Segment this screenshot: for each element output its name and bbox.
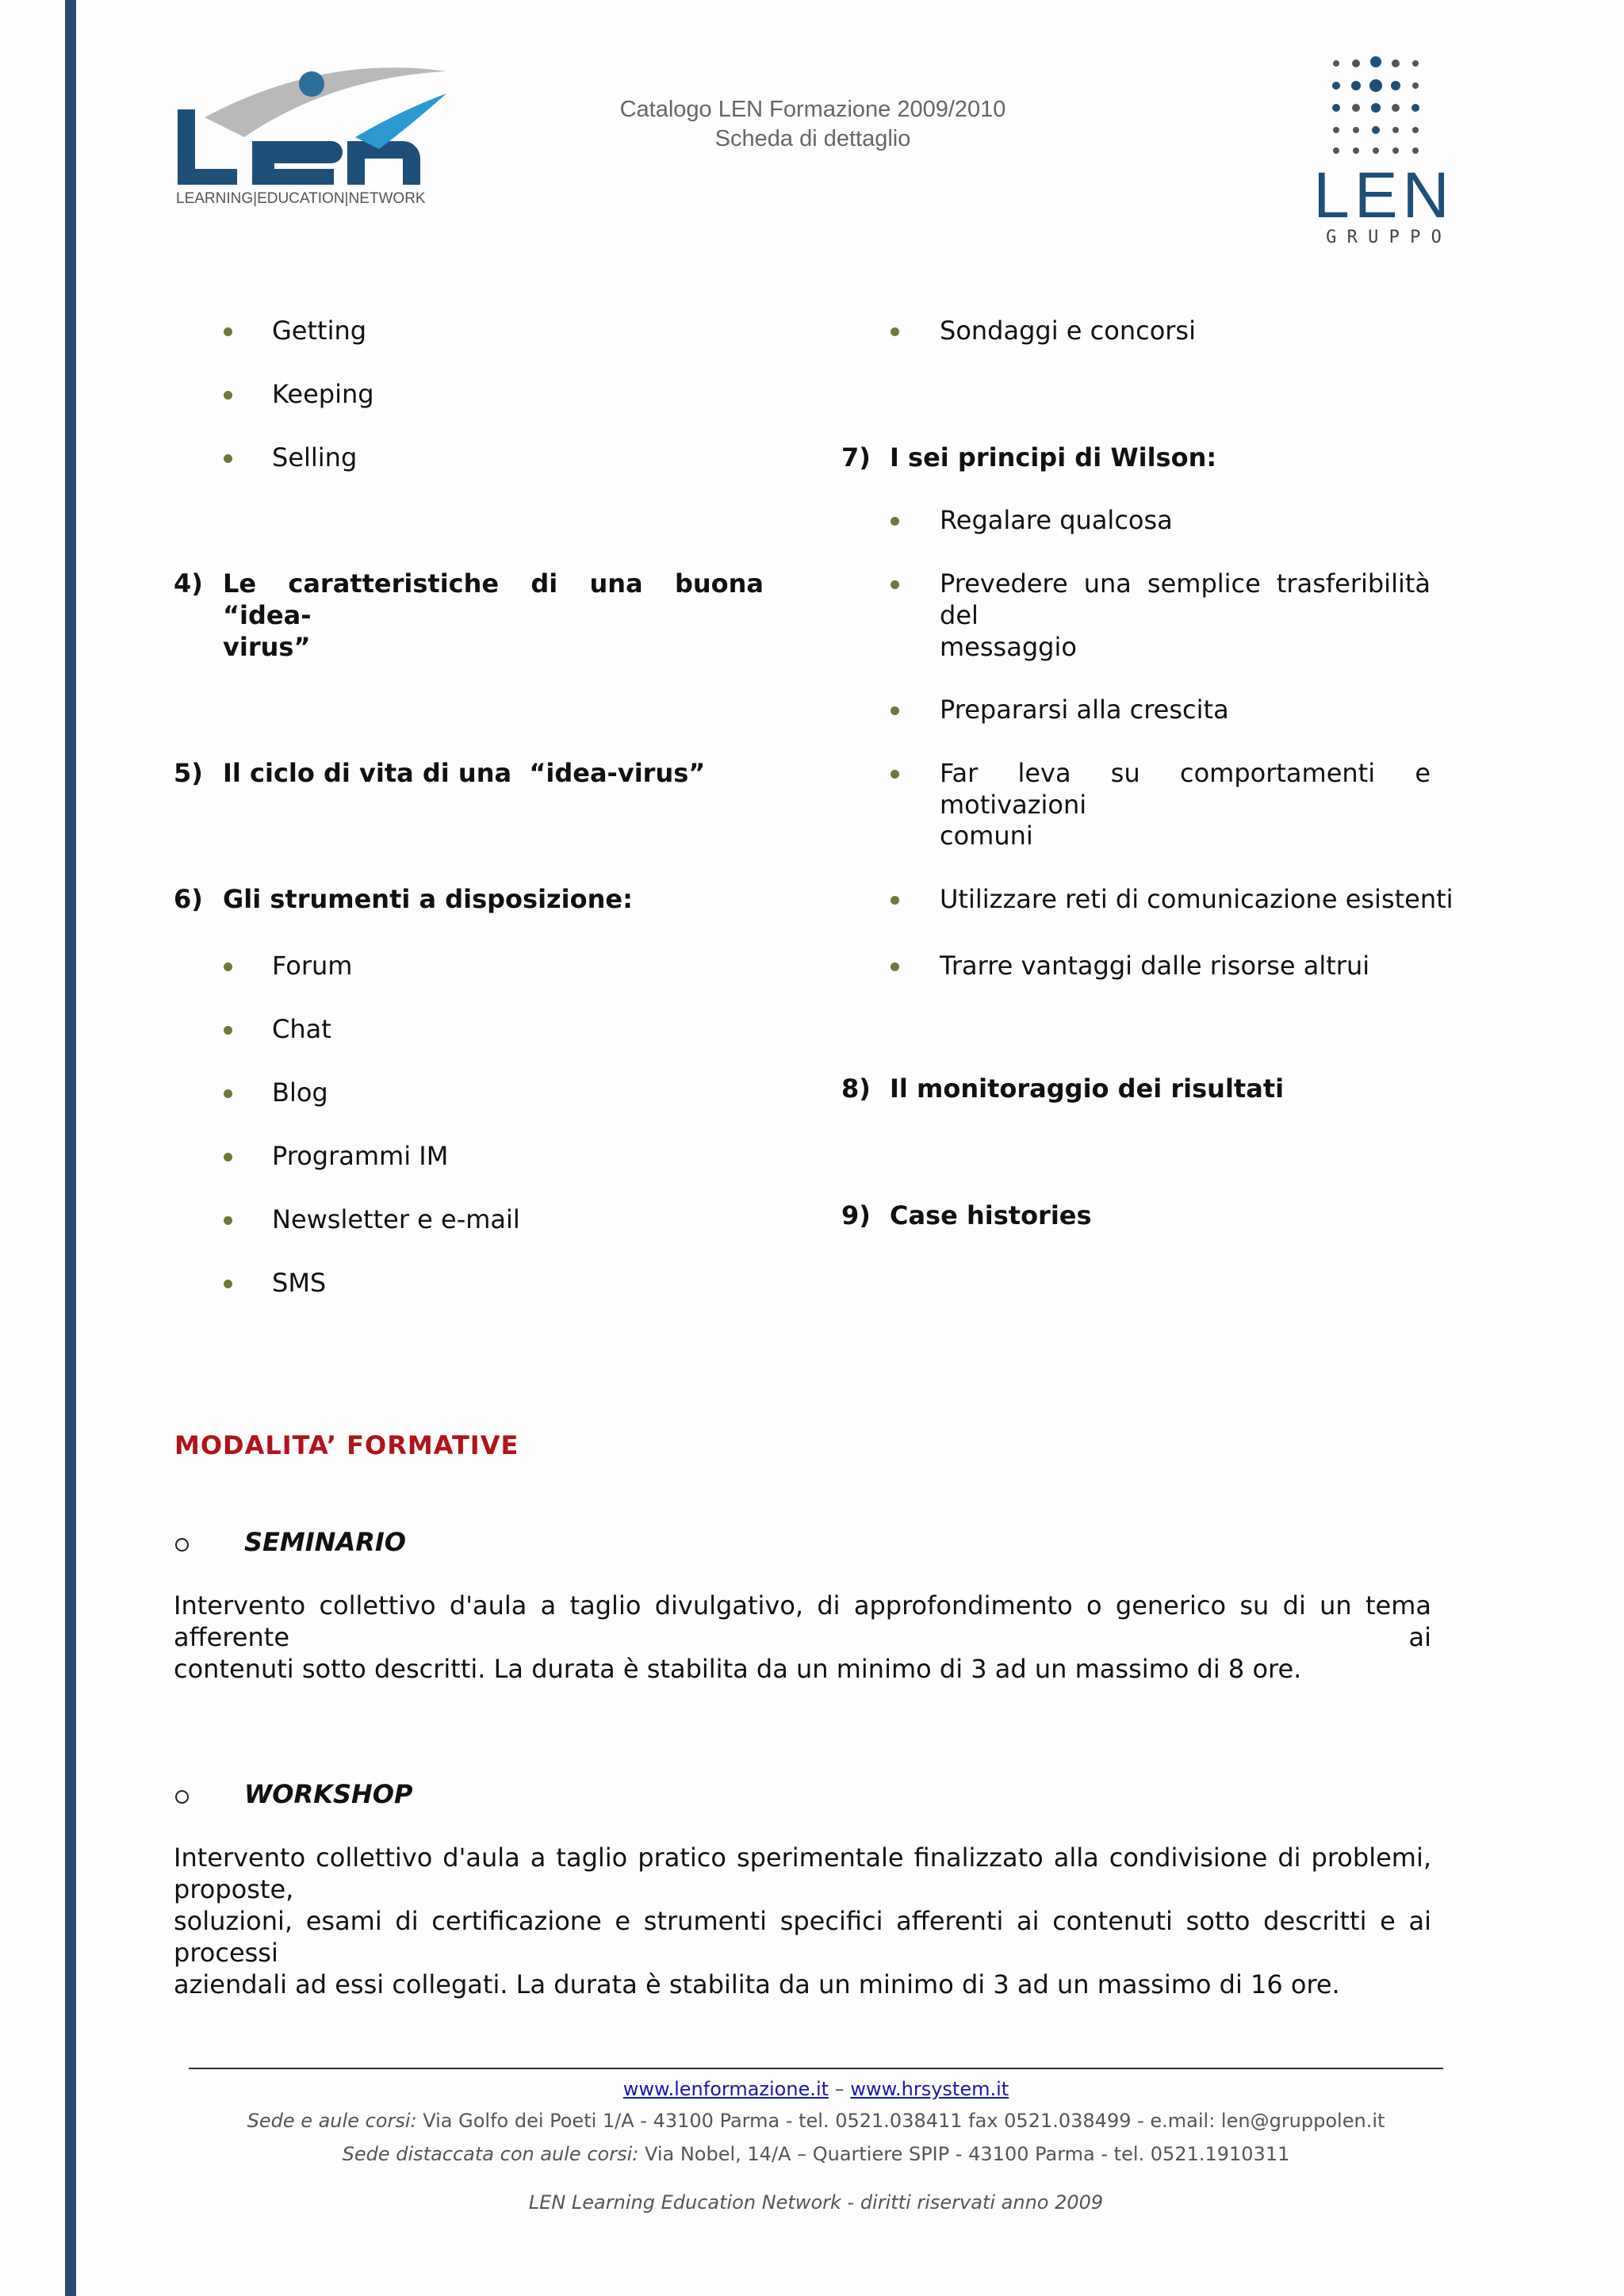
workshop-text-line: Intervento collettivo d'aula a taglio pratico sperimentale finalizzato alla condivisione di problemi, proposte, bbox=[174, 1843, 1431, 1904]
workshop-text-line: aziendali ad essi collegati. La durata è stabilita da un minimo di 3 ad un massimo di 16 ore. bbox=[174, 1969, 1340, 1999]
section-heading-cont: virus” bbox=[223, 632, 311, 662]
left-border-bar bbox=[65, 0, 76, 2296]
lenformazione-link[interactable]: www.lenformazione.it bbox=[622, 2078, 829, 2100]
list-item-cont: messaggio bbox=[940, 632, 1077, 662]
section-number: 7) bbox=[841, 442, 871, 473]
section-heading: Il monitoraggio dei risultati bbox=[890, 1073, 1285, 1104]
section-number: 4) bbox=[174, 568, 203, 599]
section-heading: I sei principi di Wilson: bbox=[890, 442, 1217, 473]
bullet-dot bbox=[891, 896, 899, 905]
header-line-1: Catalogo LEN Formazione 2009/2010 bbox=[619, 97, 1006, 122]
footer-links bbox=[189, 2078, 1443, 2100]
len-logo bbox=[173, 62, 458, 209]
bullet-dot bbox=[224, 327, 232, 336]
list-item: Forum bbox=[272, 951, 353, 981]
section-number: 5) bbox=[174, 758, 203, 788]
dist-label: Sede distaccata con aule corsi: bbox=[342, 2143, 639, 2165]
section-heading: Case histories bbox=[890, 1200, 1092, 1230]
header-title bbox=[515, 95, 1110, 154]
sede-label: Sede e aule corsi: bbox=[247, 2110, 417, 2132]
dist-text: Via Nobel, 14/A – Quartiere SPIP - 43100 Parma - tel. 0521.1910311 bbox=[638, 2143, 1290, 2165]
section-heading: Il ciclo di vita di una “idea-virus” bbox=[223, 758, 706, 788]
footer-rights: LEN Learning Education Network - diritti riservati anno 2009 bbox=[528, 2191, 1104, 2214]
bullet-dot bbox=[891, 517, 899, 526]
modalita-title: MODALITA’ FORMATIVE bbox=[174, 1430, 519, 1460]
list-item-cont: comuni bbox=[940, 821, 1033, 851]
svg-text:G R U P P O: G R U P P O bbox=[1326, 228, 1442, 247]
len-gruppo-logo bbox=[1293, 52, 1475, 251]
seminario-text-line: contenuti sotto descritti. La durata è stabilita da un minimo di 3 ad un massimo di 8 ore. bbox=[174, 1654, 1302, 1684]
list-item: Chat bbox=[272, 1014, 331, 1044]
seminario-title: SEMINARIO bbox=[244, 1527, 406, 1557]
list-item: Programmi IM bbox=[272, 1141, 449, 1171]
section-heading: Le caratteristiche di una buona “idea- bbox=[223, 568, 764, 630]
list-item: Prevedere una semplice trasferibilità del bbox=[940, 568, 1431, 630]
list-item: Utilizzare reti di comunicazione esistenti bbox=[940, 884, 1454, 914]
bullet-dot bbox=[891, 580, 899, 589]
footer-branch-address bbox=[189, 2143, 1443, 2165]
list-item: Regalare qualcosa bbox=[940, 505, 1173, 535]
list-item: Newsletter e e-mail bbox=[272, 1204, 520, 1234]
section-heading: Gli strumenti a disposizione: bbox=[223, 884, 633, 914]
section-number: 9) bbox=[841, 1200, 871, 1230]
header-line-2: Scheda di dettaglio bbox=[714, 126, 911, 151]
svg-text:LEN: LEN bbox=[1313, 159, 1454, 232]
bullet-dot bbox=[891, 327, 899, 336]
list-item: Blog bbox=[272, 1077, 328, 1108]
section-number: 6) bbox=[174, 884, 203, 914]
list-item: SMS bbox=[272, 1268, 327, 1298]
svg-text:LEARNING|EDUCATION|NETWORK: LEARNING|EDUCATION|NETWORK bbox=[176, 190, 426, 207]
bullet-dot bbox=[224, 962, 232, 971]
section-number: 8) bbox=[841, 1073, 871, 1104]
bullet-dot bbox=[224, 454, 232, 463]
bullet-dot bbox=[224, 1216, 232, 1225]
bullet-dot bbox=[224, 1089, 232, 1098]
sede-text: Via Golfo dei Poeti 1/A - 43100 Parma - tel. 0521.038411 fax 0521.038499 - e.mail: len@gruppolen.it bbox=[416, 2110, 1385, 2132]
bullet-dot bbox=[891, 962, 899, 971]
circle-bullet-icon bbox=[175, 1538, 189, 1552]
list-item: Prepararsi alla crescita bbox=[940, 695, 1229, 725]
hrsystem-link[interactable]: www.hrsystem.it bbox=[850, 2078, 1009, 2100]
footer-divider bbox=[189, 2068, 1443, 2069]
bullet-dot bbox=[891, 706, 899, 715]
list-item: Keeping bbox=[272, 379, 374, 409]
list-item: Sondaggi e concorsi bbox=[940, 316, 1196, 346]
workshop-text-line: soluzioni, esami di certificazione e strumenti specifici afferenti ai contenuti sotto descritti e ai processi bbox=[174, 1906, 1431, 1968]
seminario-text-line: Intervento collettivo d'aula a taglio divulgativo, di approfondimento o generico su di un tema afferente ai bbox=[174, 1590, 1431, 1652]
list-item: Trarre vantaggi dalle risorse altrui bbox=[940, 951, 1370, 981]
circle-bullet-icon bbox=[175, 1790, 189, 1804]
list-item: Selling bbox=[272, 442, 358, 473]
footer-link-separator: – bbox=[829, 2078, 851, 2100]
bullet-dot bbox=[224, 391, 232, 400]
list-item: Far leva su comportamenti e motivazioni bbox=[940, 758, 1431, 820]
workshop-title: WORKSHOP bbox=[244, 1779, 413, 1809]
bullet-dot bbox=[891, 770, 899, 779]
bullet-dot bbox=[224, 1026, 232, 1035]
bullet-dot bbox=[224, 1280, 232, 1288]
bullet-dot bbox=[224, 1153, 232, 1161]
footer-address bbox=[189, 2110, 1443, 2132]
list-item: Getting bbox=[272, 316, 367, 346]
